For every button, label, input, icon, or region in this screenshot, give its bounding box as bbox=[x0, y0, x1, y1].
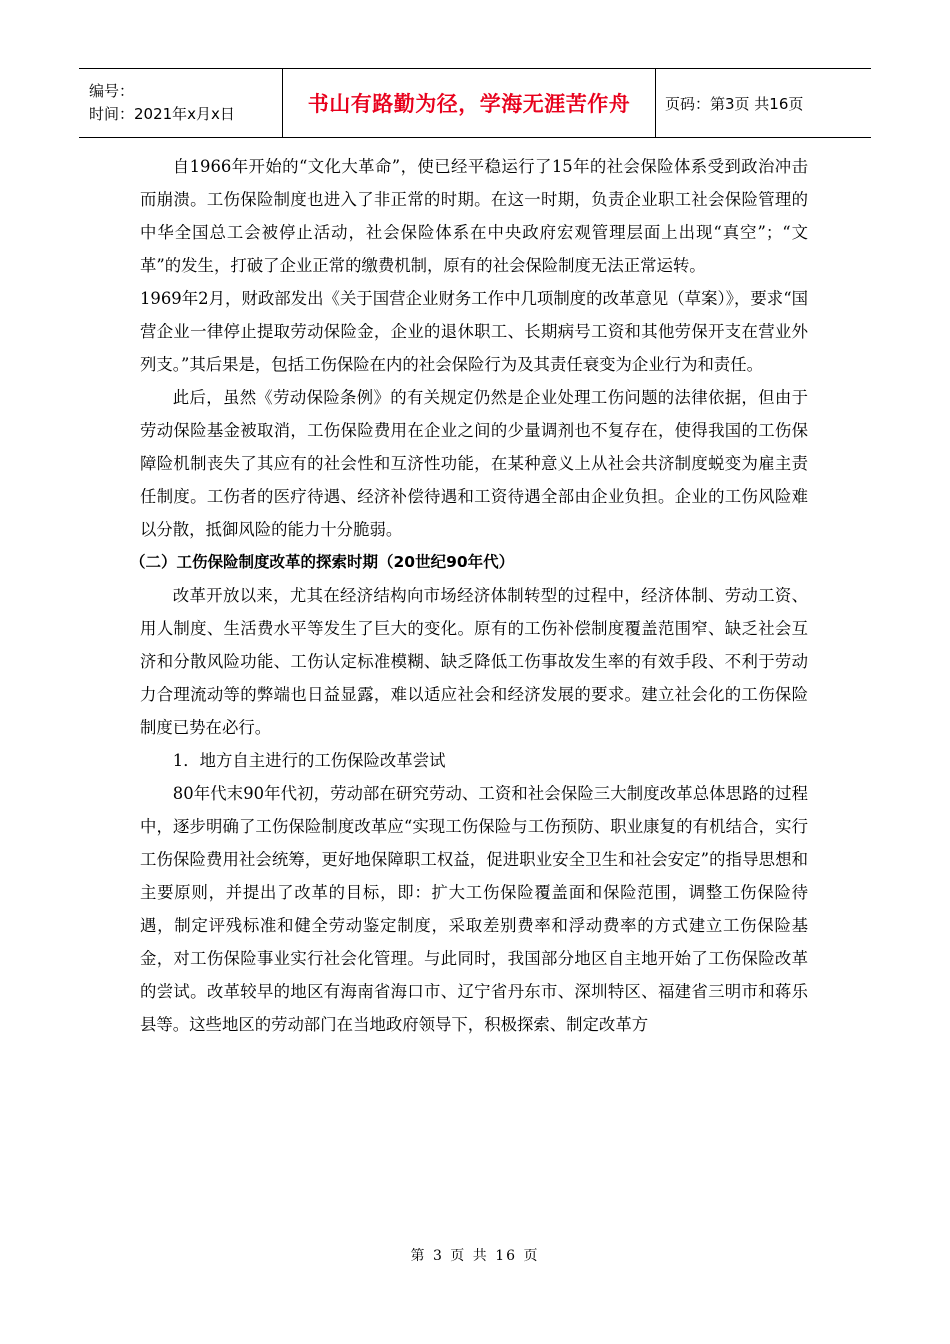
header-page-number: 页码：第3页 共16页 bbox=[665, 94, 804, 113]
document-number-label: 编号： bbox=[89, 82, 135, 100]
page-footer: 第 3 页 共 16 页 bbox=[410, 1248, 540, 1264]
header-meta-cell bbox=[79, 69, 283, 137]
paragraph-labor-insurance-regulation: 此后，虽然《劳动保险条例》的有关规定仍然是企业处理工伤问题的法律依据，但由于劳动保险基金被取消，工伤保险费用在企业之间的少量调剂也不复存在，使得我国的工伤保障险机制丧失了其应有的社会性和互济性功能，在某种意义上从社会共济制度蜕变为雇主责任制度。工伤者的医疗待遇、经济补偿待遇和工资待遇全部由企业负担。企业的工伤风险难以分散，抵御风险的能力十分脆弱。 bbox=[140, 388, 808, 539]
paragraph-1969-finance-ministry: 1969年2月，财政部发出《关于国营企业财务工作中几项制度的改革意见（草案）》，要求“国营企业一律停止提取劳动保险金，企业的退休职工、长期病号工资和其他劳保开支在营业外列支。”其后果是，包括工伤保险在内的社会保险行为及其责任衰变为企业行为和责任。 bbox=[140, 289, 808, 374]
header-motto: 书山有路勤为径，学海无涯苦作舟 bbox=[307, 92, 631, 116]
paragraph-late-80s-reform: 80年代末90年代初，劳动部在研究劳动、工资和社会保险三大制度改革总体思路的过程中，逐步明确了工伤保险制度改革应“实现工伤保险与工伤预防、职业康复的有机结合，实行工伤保险费用社会统筹，更好地保障职工权益，促进职业安全卫生和社会安定”的指导思想和主要原则，并提出了改革的目标，即：扩大工伤保险覆盖面和保险范围，调整工伤保险待遇，制定评残标准和健全劳动鉴定制度，采取差别费率和浮动费率的方式建立工伤保险基金，对工伤保险事业实行社会化管理。与此同时，我国部分地区自主地开始了工伤保险改革的尝试。改革较早的地区有海南省海口市、辽宁省丹东市、深圳特区、福建省三明市和蒋乐县等。这些地区的劳动部门在当地政府领导下，积极探索、制定改革方 bbox=[140, 784, 808, 1034]
document-body bbox=[130, 150, 808, 1041]
document-date-label: 时间：2021年x月x日 bbox=[89, 105, 235, 123]
paragraph-cultural-revolution: 自1966年开始的“文化大革命”，使已经平稳运行了15年的社会保险体系受到政治冲击而崩溃。工伤保险制度也进入了非正常的时期。在这一时期，负责企业职工社会保险管理的中华全国总工会被停止活动，社会保险体系在中央政府宏观管理层面上出现“真空”；“文革”的发生，打破了企业正常的缴费机制，原有的社会保险制度无法正常运转。 bbox=[140, 157, 808, 275]
section-heading-exploration-period: （二）工伤保险制度改革的探索时期（20世纪90年代） bbox=[130, 553, 515, 571]
document-header bbox=[79, 68, 871, 138]
header-page-cell bbox=[656, 69, 871, 137]
header-motto-cell bbox=[283, 69, 656, 137]
subsection-heading-local-reform: 1．地方自主进行的工伤保险改革尝试 bbox=[172, 751, 446, 770]
paragraph-reform-opening: 改革开放以来，尤其在经济结构向市场经济体制转型的过程中，经济体制、劳动工资、用人制度、生活费水平等发生了巨大的变化。原有的工伤补偿制度覆盖范围窄、缺乏社会互济和分散风险功能、工伤认定标准模糊、缺乏降低工伤事故发生率的有效手段、不利于劳动力合理流动等的弊端也日益显露，难以适应社会和经济发展的要求。建立社会化的工伤保险制度已势在必行。 bbox=[140, 586, 808, 737]
